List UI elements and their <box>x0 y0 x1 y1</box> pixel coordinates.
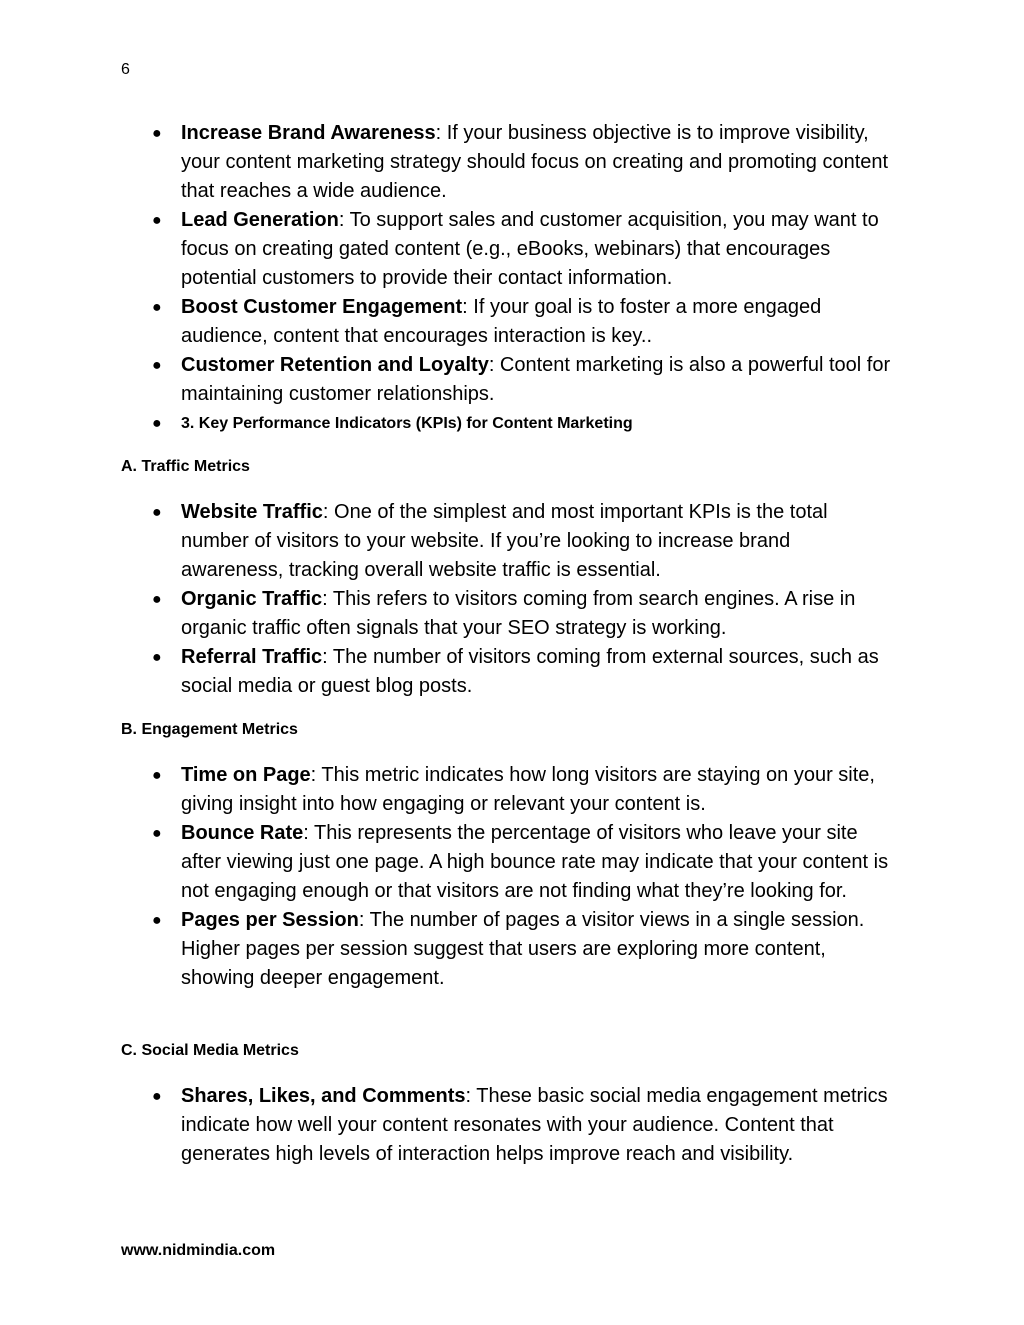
list-item <box>0 906 896 993</box>
item-text: : The number of visitors coming from external sources, such as social media or guest blog posts. <box>181 646 879 697</box>
list-item <box>0 206 896 293</box>
list-item <box>0 1082 896 1169</box>
engagement-list <box>0 761 896 993</box>
bullet-icon: ● <box>152 357 162 374</box>
bullet-icon: ● <box>152 1088 162 1105</box>
bullet-icon: ● <box>152 591 162 608</box>
item-text: : The number of pages a visitor views in a single session. Higher pages per session suggest that users are exploring more content, showing deeper engagement. <box>181 909 865 989</box>
traffic-list <box>0 498 896 701</box>
item-text: : This represents the percentage of visitors who leave your site after viewing just one page. A high bounce rate may indicate that your content is not engaging enough or that visitors are not finding what they’re looking for. <box>181 822 889 902</box>
bullet-icon: ● <box>152 825 162 842</box>
bullet-icon: ● <box>152 212 162 229</box>
item-term: Customer Retention and Loyalty <box>181 354 489 376</box>
bullet-icon: ● <box>152 415 162 432</box>
bullet-icon: ● <box>152 299 162 316</box>
bullet-icon: ● <box>152 767 162 784</box>
item-term: Increase Brand Awareness <box>181 122 436 144</box>
bullet-icon: ● <box>152 504 162 521</box>
list-item <box>0 643 896 701</box>
section-heading-social: C. Social Media Metrics <box>121 1042 299 1059</box>
item-text: : If your goal is to foster a more engaged audience, content that encourages interaction is key.. <box>181 296 822 347</box>
section-heading-traffic: A. Traffic Metrics <box>121 458 250 475</box>
bullet-icon: ● <box>152 649 162 666</box>
list-item <box>0 351 896 409</box>
page-number: 6 <box>121 61 130 78</box>
item-text: : If your business objective is to improve visibility, your content marketing strategy should focus on creating and promoting content that reaches a wide audience. <box>181 122 889 202</box>
item-term: Boost Customer Engagement <box>181 296 463 318</box>
social-list <box>0 1082 896 1169</box>
list-item <box>0 819 896 906</box>
item-text: : Content marketing is also a powerful tool for maintaining customer relationships. <box>181 354 891 405</box>
item-text: : One of the simplest and most important KPIs is the total number of visitors to your website. If you’re looking to increase brand awareness, tracking overall website traffic is essential. <box>181 501 828 581</box>
item-text: : This metric indicates how long visitors are staying on your site, giving insight into how engaging or relevant your content is. <box>181 764 875 815</box>
item-term: Referral Traffic <box>181 646 323 668</box>
item-term: Lead Generation <box>181 209 339 231</box>
list-item <box>0 585 896 643</box>
list-item <box>0 293 896 351</box>
footer-url: www.nidmindia.com <box>121 1242 276 1259</box>
list-item <box>0 498 896 585</box>
item-text: : These basic social media engagement metrics indicate how well your content resonates with your audience. Content that generates high levels of interaction helps improve reach and visibility. <box>181 1085 888 1165</box>
item-text: : To support sales and customer acquisition, you may want to focus on creating gated content (e.g., eBooks, webinars) that encourages potential customers to provide their contact information. <box>181 209 879 289</box>
item-term: Time on Page <box>181 764 311 786</box>
item-term: Pages per Session <box>181 909 359 931</box>
item-term: Bounce Rate <box>181 822 304 844</box>
list-item <box>0 119 896 206</box>
list-item-kpi-heading <box>0 409 896 438</box>
item-term: Organic Traffic <box>181 588 323 610</box>
bullet-icon: ● <box>152 125 162 142</box>
kpi-heading: 3. Key Performance Indicators (KPIs) for Content Marketing <box>181 415 633 432</box>
bullet-icon: ● <box>152 912 162 929</box>
objectives-list <box>0 119 896 438</box>
section-heading-engagement: B. Engagement Metrics <box>121 721 298 738</box>
item-term: Shares, Likes, and Comments <box>181 1085 466 1107</box>
item-text: : This refers to visitors coming from search engines. A rise in organic traffic often signals that your SEO strategy is working. <box>181 588 856 639</box>
list-item <box>0 761 896 819</box>
item-term: Website Traffic <box>181 501 323 523</box>
